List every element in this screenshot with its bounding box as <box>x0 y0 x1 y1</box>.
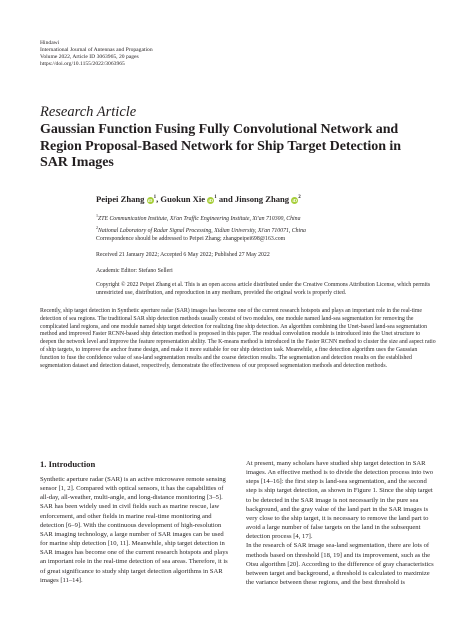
body-paragraph: In the research of SAR image sea-land segmentation, there are lots of methods based on threshold [18, 19] and its improvement, such as the Otsu algorithm [20]. According to the difference of gray characteristics between target and background, a threshold is calculated to maximize the variance between these regions, and the best threshold is <box>246 542 434 587</box>
author-name: Guokun Xie <box>160 194 206 204</box>
author-separator: , <box>156 194 161 204</box>
affiliation-line <box>96 224 306 236</box>
dates-line: Received 21 January 2022; Accepted 6 May 2022; Published 27 May 2022 <box>96 252 270 258</box>
abstract-text: Recently, ship target detection in Synthetic aperture radar (SAR) images has become one of the current research hotspots and plays an important role in the real-time detection of sea regions. The traditional SAR ship detection methods usually consist of two modules, one module named land-sea segmentation for removing the complicated land regions, and one module named ship target detection for realizing fine ship detection. An algorithm combining the Unet-based land-sea segmentation method and improved Faster RCNN-based ship detection method is proposed in this paper. The residual convolution module is introduced into the Unet structure to deepen the network level and improve the feature representation ability. The K-means method is introduced in the Faster RCNN method to cluster the size and aspect ratio of ship targets, to improve the anchor frame design, and make it more suitable for our ship detection task. Meanwhile, a fine detection algorithm uses the Gaussian function to fuse the confidence value of sea-land segmentation results and the coarse detection results. The segmentation and detection results on the established segmentation dataset and detection dataset, respectively, demonstrate the effectiveness of our proposed segmentation methods and detection methods. <box>40 308 436 369</box>
title-line: SAR Images <box>40 155 114 171</box>
journal-name: International Journal of Antennas and Propagation <box>40 47 153 54</box>
author-affiliation-marker: 2 <box>298 195 301 201</box>
correspondence-line: Correspondence should be addressed to Peipei Zhang; zhangpeipei698@163.com <box>96 236 286 242</box>
body-column-right <box>246 459 438 587</box>
body-paragraph: At present, many scholars have studied ship target detection in SAR images. An effective method is to divide the detection process into two steps [14–16]: the first step is land-sea segmentation, and the second step is ship target detection, as shown in Figure 1. Since the ship target to be detected in the SAR image is not necessarily in the pure sea background, and the gray value of the land part in the SAR images is very close to the ship target, it is necessary to remove the land part to avoid a large number of false targets on the land in the subsequent detection process [4, 17]. <box>246 460 434 541</box>
title-line: Gaussian Function Fusing Fully Convolutional Network and <box>40 122 399 137</box>
affiliation-text: National Laboratory of Radar Signal Processing, Xidian University, Xi'an 710071, China <box>98 227 306 234</box>
section-heading-introduction: 1. Introduction <box>40 459 96 469</box>
affiliation-number: 2 <box>96 224 98 230</box>
author-separator: and <box>216 194 235 204</box>
orcid-icon[interactable]: iD <box>208 198 213 203</box>
affiliation-text: ZTE Communication Institute, Xi'an Traffic Engineering Institute, Xi'an 710300, China <box>98 215 301 222</box>
journal-meta <box>40 40 153 68</box>
publisher-name: Hindawi <box>40 40 60 46</box>
author-affiliation-marker: 1 <box>214 195 217 201</box>
article-title <box>40 122 440 172</box>
title-line: Region Proposal-Based Network for Ship Target Detection in <box>40 138 401 154</box>
affiliation-line <box>96 212 306 224</box>
orcid-icon[interactable]: iD <box>147 198 153 203</box>
author-name: Peipei Zhang <box>96 194 145 204</box>
body-column-left <box>40 475 230 585</box>
volume-line: Volume 2022, Article ID 3063965, 20 pages <box>40 54 139 61</box>
affiliation-number: 1 <box>96 213 98 218</box>
author-affiliation-marker: 1 <box>153 195 157 201</box>
doi-link[interactable]: https://doi.org/10.1155/2022/3063965 <box>40 61 125 68</box>
orcid-icon[interactable]: iD <box>292 198 298 203</box>
affiliations <box>96 212 306 235</box>
copyright-notice: Copyright © 2022 Peipei Zhang et al. This is an open access article distributed under the Creative Commons Attribution License, which permits unrestricted use, distribution, and reproduction in any medium, provided the original work is properly cited. <box>96 282 431 296</box>
article-type: Research Article <box>40 104 137 120</box>
author-name: Jinsong Zhang <box>234 194 290 204</box>
author-list <box>96 194 301 204</box>
body-paragraph: Synthetic aperture radar (SAR) is an active microwave remote sensing sensor [1, 2]. Compared with optical sensors, it has the capabilities of all-day, all-weather, multi-angle, and long-distance monitoring [3–5]. SAR has been widely used in civil fields such as marine rescue, law enforcement, and other fields in marine real-time monitoring and detection [6–9]. With the continuous development of high-resolution SAR imaging technology, a large number of SAR images can be used for marine ship detection [10, 11]. Meanwhile, ship target detection in SAR images has become one of the current research hotspots and plays an important role in the real-time detection of sea areas. Therefore, it is of great significance to study ship target detection algorithms in SAR images [11–14]. <box>40 476 229 584</box>
academic-editor-line: Academic Editor: Stefano Selleri <box>96 268 173 274</box>
